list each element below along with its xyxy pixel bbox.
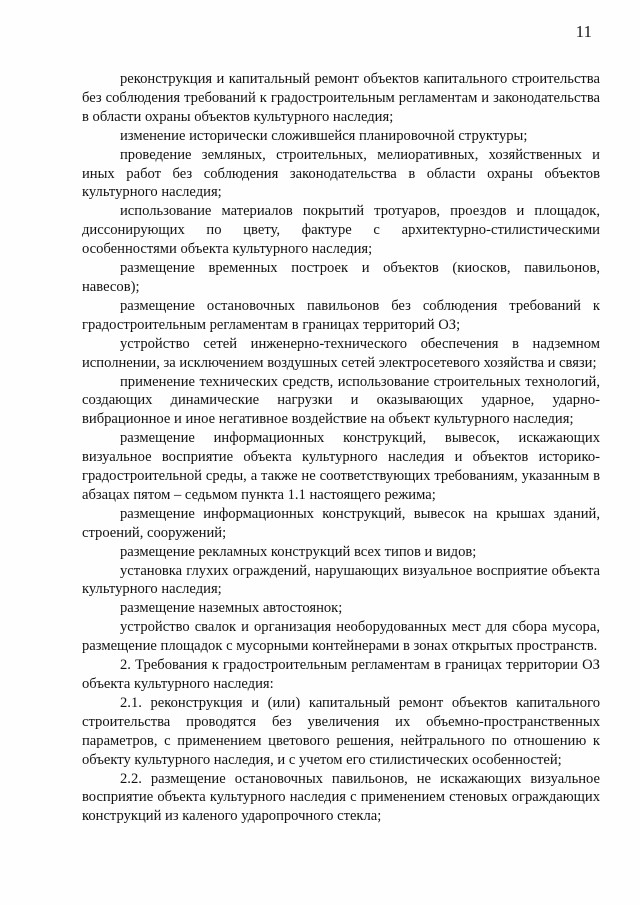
paragraph-technical-means: применение технических средств, использование строительных технологий, создающих динамические нагрузки и оказывающих ударное, ударно-вибрационное и иное негативное воздействие на объект культурного наследия; <box>82 373 600 428</box>
paragraph-roof-signs: размещение информационных конструкций, вывесок на крышах зданий, строений, сооружений; <box>82 505 600 541</box>
paragraph-solid-fences: установка глухих ограждений, нарушающих визуальное восприятие объекта культурного наследия; <box>82 562 600 598</box>
paragraph-information-structures: размещение информационных конструкций, вывесок, искажающих визуальное восприятие объекта культурного наследия и объектов историко-градостроительной среды, а также не соответствующих требованиям, указанным в абзацах пятом – седьмом пункта 1.1 настоящего режима; <box>82 430 600 503</box>
paragraph-paving-materials: использование материалов покрытий тротуаров, проездов и площадок, диссонирующих по цвету, фактуре с архитектурно-стилистическими особенностями объекта культурного наследия; <box>82 203 600 258</box>
paragraph-temporary-buildings: размещение временных построек и объектов (киосков, павильонов, навесов); <box>82 260 600 295</box>
paragraph-section-2-heading: 2. Требования к градостроительным регламентам в границах территории ОЗ объекта культурного наследия: <box>82 657 600 692</box>
paragraph-section-2-2: 2.2. размещение остановочных павильонов, не искажающих визуальное восприятие объекта культурного наследия с применением стеновых ограждающих конструкций из каленого ударопрочного стекла; <box>82 770 600 825</box>
paragraph-reconstruction: реконструкция и капитальный ремонт объектов капитального строительства без соблюдения требований к градостроительным регламентам и законодательства в области охраны объектов культурного наследия; <box>82 71 600 125</box>
paragraph-parking: размещение наземных автостоянок; <box>120 600 343 617</box>
page-number: 11 <box>575 22 592 41</box>
paragraph-earthworks: проведение земляных, строительных, мелиоративных, хозяйственных и иных работ без соблюдения законодательства в области охраны объектов культурного наследия; <box>82 146 600 201</box>
paragraph-advertising: размещение рекламных конструкций всех типов и видов; <box>120 543 477 560</box>
paragraph-bus-stops: размещение остановочных павильонов без соблюдения требований к градостроительным регламентам в границах территорий ОЗ; <box>82 297 600 333</box>
document-body <box>82 70 600 826</box>
paragraph-planning-structure: изменение исторически сложившейся планировочной структуры; <box>120 127 528 144</box>
paragraph-waste-sites: устройство свалок и организация необорудованных мест для сбора мусора, размещение площадок с мусорными контейнерами в зонах открытых пространств. <box>82 619 600 655</box>
paragraph-section-2-1: 2.1. реконструкция и (или) капитальный ремонт объектов капитального строительства проводятся без увеличения их объемно-пространственных параметров, с применением цветового решения, нейтрального по отношению к объекту культурного наследия, и с учетом его стилистических особенностей; <box>82 694 600 768</box>
paragraph-utility-networks: устройство сетей инженерно-технического обеспечения в надземном исполнении, за исключением воздушных сетей электросетевого хозяйства и связи; <box>82 335 600 371</box>
